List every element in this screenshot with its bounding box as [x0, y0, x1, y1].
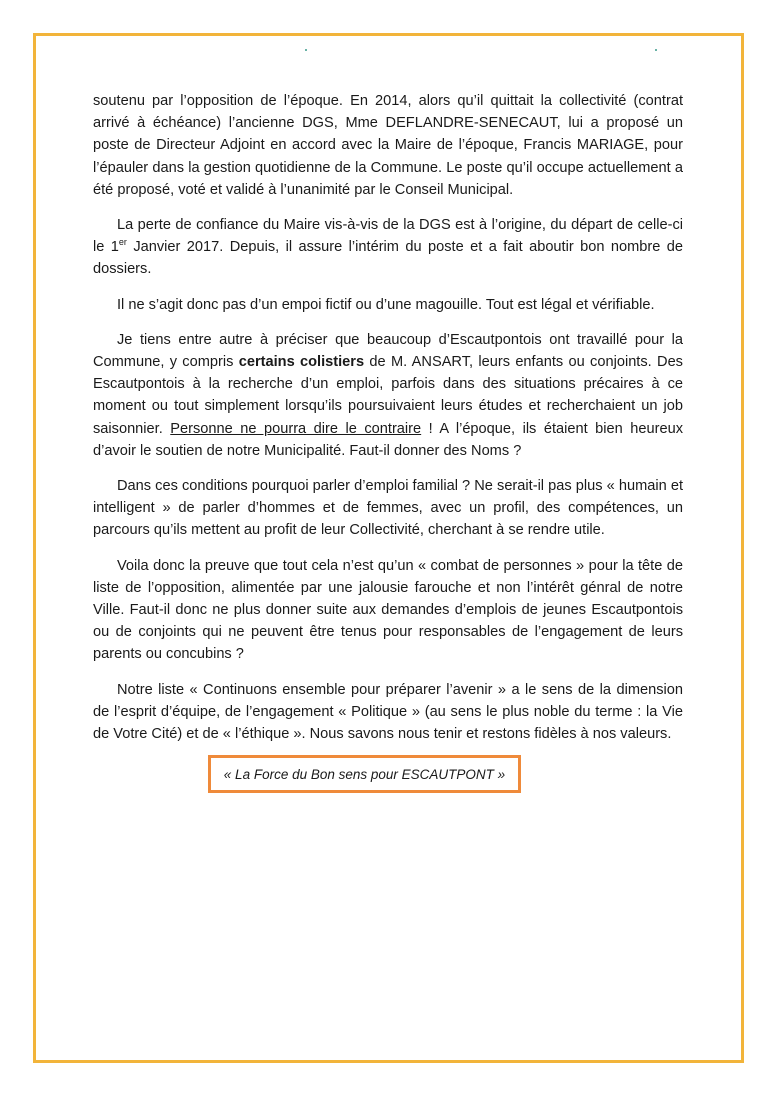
paragraph-7: Notre liste « Continuons ensemble pour préparer l’avenir » a le sens de la dimension de l’esprit d’équipe, de l’engagement « Politique » (au sens le plus noble du terme : la Vie de Votre Cité) et de « l’éthique ». Nous savons nous tenir et restons fidèles à nos valeurs.: [93, 681, 683, 743]
paragraph-3: Il ne s’agit donc pas d’un empoi fictif ou d’une magouille. Tout est légal et vérifiable.: [117, 296, 655, 313]
dot-mark: [305, 49, 307, 51]
letter-body: [93, 90, 683, 758]
paragraph-5: Dans ces conditions pourquoi parler d’emploi familial ? Ne serait-il pas plus « humain et intelligent » de parler d’hommes et de femmes, avec un profil, des compétences, un parcours qu’ils mettent au profit de leur Collectivité, cherchant à se rendre utile.: [93, 478, 683, 539]
paragraph-4: Je tiens entre autre à préciser que beaucoup d’Escautpontois ont travaillé pour la Commune, y compris certains colistiers de M. ANSART, leurs enfants ou conjoints. Des Escautpontois à la recherche d’un emploi, parfois dans des situations précaires à ce moment ou tout simplement lorsqu’ils poursuivaient leurs études et recherchaient un job saisonnier. Personne ne pourra dire le contraire ! A l’époque, ils étaient bien heureux d’avoir le soutien de notre Municipalité. Faut-il donner des Noms ?: [93, 331, 684, 459]
paragraph-1: soutenu par l’opposition de l’époque. En 2014, alors qu’il quittait la collectivité (contrat arrivé à échéance) l’ancienne DGS, Mme DEFLANDRE-SENECAUT, lui a proposé un poste de Directeur Adjoint en accord avec la Maire de l’époque, Francis MARIAGE, pour l’épauler dans la gestion quotidienne de la Commune. Le poste qu’il occupe actuellement a été proposé, voté et validé à l’unanimité par le Conseil Municipal.: [93, 93, 683, 198]
bold-phrase: certains colistiers: [238, 354, 365, 371]
dot-mark: [655, 49, 657, 51]
underlined-phrase: Personne ne pourra dire le contraire: [170, 420, 422, 437]
slogan-text: « La Force du Bon sens pour ESCAUTPONT »: [223, 766, 506, 782]
paragraph-6: Voila donc la preuve que tout cela n’est qu’un « combat de personnes » pour la tête de liste de l’opposition, alimentée par une jalousie farouche et non l’intérêt génral de notre Ville. Faut-il donc ne plus donner suite aux demandes d’emplois de jeunes Escautpontois ou de conjoints qui ne peuvent être tenus pour responsables de l’engagement de leurs parents ou concubins ?: [93, 557, 683, 663]
slogan-box: [208, 755, 521, 793]
paragraph-2: La perte de confiance du Maire vis-à-vis de la DGS est à l’origine, du départ de celle-ci le 1er Janvier 2017. Depuis, il assure l’intérim du poste et a fait aboutir bon nombre de dossiers.: [93, 217, 683, 278]
